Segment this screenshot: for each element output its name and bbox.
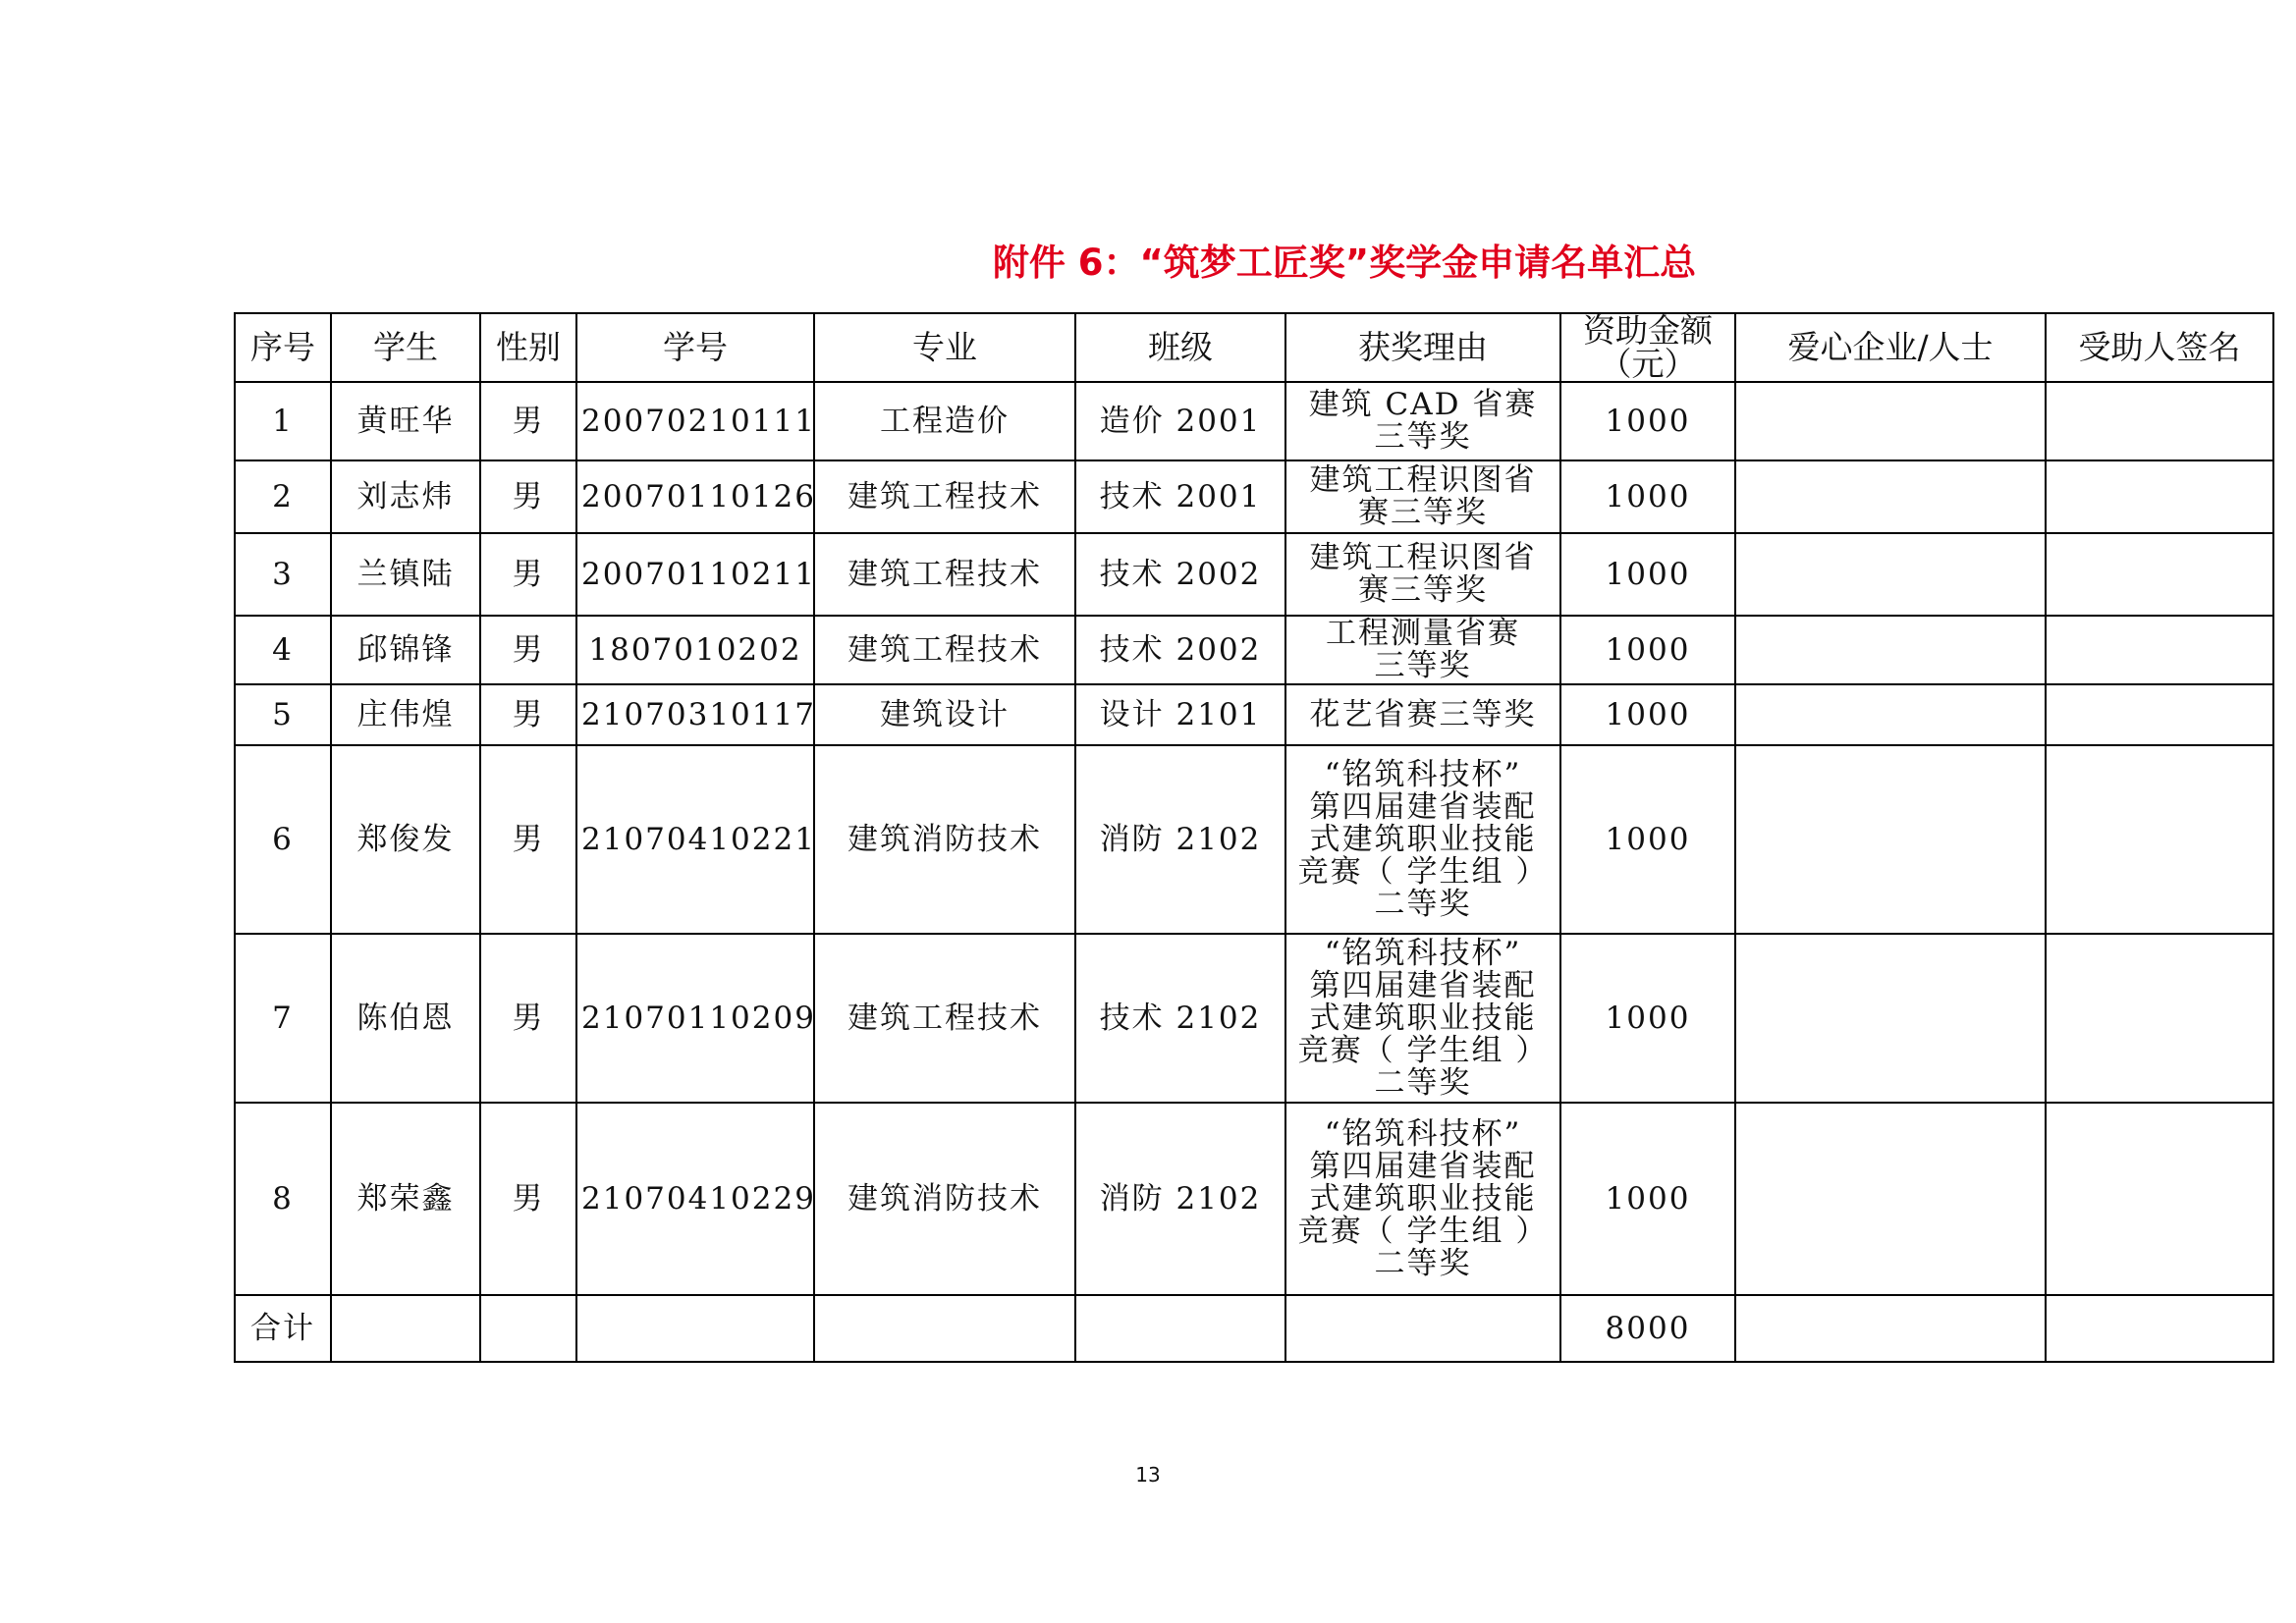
cell-gender: 男 bbox=[480, 533, 576, 616]
cell-reason: 工程测量省赛 三等奖 bbox=[1285, 616, 1560, 684]
header-index: 序号 bbox=[235, 313, 331, 382]
cell-class: 消防 2102 bbox=[1075, 745, 1285, 934]
cell-index: 2 bbox=[235, 460, 331, 533]
cell-signature bbox=[2046, 934, 2273, 1103]
cell-empty bbox=[814, 1295, 1075, 1362]
cell-signature bbox=[2046, 382, 2273, 460]
cell-student-id: 21070410229 bbox=[576, 1103, 814, 1295]
cell-student-id: 1807010202 bbox=[576, 616, 814, 684]
cell-sponsor bbox=[1735, 616, 2046, 684]
table-row bbox=[235, 616, 2273, 684]
cell-signature bbox=[2046, 533, 2273, 616]
cell-index: 4 bbox=[235, 616, 331, 684]
cell-student: 陈伯恩 bbox=[331, 934, 480, 1103]
cell-class: 技术 2102 bbox=[1075, 934, 1285, 1103]
cell-empty bbox=[331, 1295, 480, 1362]
cell-signature bbox=[2046, 745, 2273, 934]
cell-index: 8 bbox=[235, 1103, 331, 1295]
header-major: 专业 bbox=[814, 313, 1075, 382]
header-amount: 资助金额 （元） bbox=[1560, 313, 1735, 382]
cell-amount: 1000 bbox=[1560, 616, 1735, 684]
header-student: 学生 bbox=[331, 313, 480, 382]
cell-signature bbox=[2046, 684, 2273, 745]
cell-empty bbox=[1075, 1295, 1285, 1362]
cell-amount: 1000 bbox=[1560, 533, 1735, 616]
header-reason: 获奖理由 bbox=[1285, 313, 1560, 382]
total-label: 合计 bbox=[235, 1295, 331, 1362]
cell-gender: 男 bbox=[480, 745, 576, 934]
cell-student: 郑荣鑫 bbox=[331, 1103, 480, 1295]
table-row bbox=[235, 533, 2273, 616]
cell-gender: 男 bbox=[480, 382, 576, 460]
cell-index: 6 bbox=[235, 745, 331, 934]
cell-empty bbox=[1285, 1295, 1560, 1362]
cell-major: 建筑工程技术 bbox=[814, 460, 1075, 533]
cell-amount: 1000 bbox=[1560, 1103, 1735, 1295]
cell-major: 建筑设计 bbox=[814, 684, 1075, 745]
cell-major: 建筑工程技术 bbox=[814, 533, 1075, 616]
cell-class: 造价 2001 bbox=[1075, 382, 1285, 460]
cell-student-id: 20070110211 bbox=[576, 533, 814, 616]
cell-sponsor bbox=[1735, 1103, 2046, 1295]
cell-amount: 1000 bbox=[1560, 382, 1735, 460]
cell-class: 技术 2002 bbox=[1075, 533, 1285, 616]
header-row bbox=[235, 313, 2273, 382]
cell-index: 1 bbox=[235, 382, 331, 460]
cell-student: 郑俊发 bbox=[331, 745, 480, 934]
cell-student-id: 21070110209 bbox=[576, 934, 814, 1103]
cell-class: 设计 2101 bbox=[1075, 684, 1285, 745]
cell-reason: “铭筑科技杯” 第四届建省装配 式建筑职业技能 竞赛（ 学生组 ） 二等奖 bbox=[1285, 745, 1560, 934]
cell-signature bbox=[2046, 616, 2273, 684]
cell-sponsor bbox=[1735, 745, 2046, 934]
cell-student: 黄旺华 bbox=[331, 382, 480, 460]
cell-major: 建筑工程技术 bbox=[814, 616, 1075, 684]
page-title: 附件 6：“筑梦工匠奖”奖学金申请名单汇总 bbox=[992, 242, 1697, 284]
cell-reason: “铭筑科技杯” 第四届建省装配 式建筑职业技能 竞赛（ 学生组 ） 二等奖 bbox=[1285, 1103, 1560, 1295]
cell-empty bbox=[576, 1295, 814, 1362]
cell-student-id: 20070110126 bbox=[576, 460, 814, 533]
cell-amount: 1000 bbox=[1560, 460, 1735, 533]
table-row bbox=[235, 1103, 2273, 1295]
cell-sponsor bbox=[1735, 382, 2046, 460]
cell-major: 建筑工程技术 bbox=[814, 934, 1075, 1103]
cell-gender: 男 bbox=[480, 616, 576, 684]
cell-index: 7 bbox=[235, 934, 331, 1103]
page-number: 13 bbox=[1135, 1463, 1161, 1487]
cell-empty bbox=[1735, 1295, 2046, 1362]
cell-major: 工程造价 bbox=[814, 382, 1075, 460]
table-row bbox=[235, 460, 2273, 533]
cell-amount: 1000 bbox=[1560, 745, 1735, 934]
header-signature: 受助人签名 bbox=[2046, 313, 2273, 382]
cell-class: 技术 2001 bbox=[1075, 460, 1285, 533]
scholarship-table bbox=[234, 312, 2274, 1363]
table-row bbox=[235, 684, 2273, 745]
cell-sponsor bbox=[1735, 684, 2046, 745]
cell-signature bbox=[2046, 460, 2273, 533]
cell-empty bbox=[480, 1295, 576, 1362]
cell-reason: 花艺省赛三等奖 bbox=[1285, 684, 1560, 745]
header-sponsor: 爱心企业/人士 bbox=[1735, 313, 2046, 382]
cell-student-id: 21070310117 bbox=[576, 684, 814, 745]
table-row bbox=[235, 934, 2273, 1103]
cell-student: 刘志炜 bbox=[331, 460, 480, 533]
total-amount: 8000 bbox=[1560, 1295, 1735, 1362]
header-student-id: 学号 bbox=[576, 313, 814, 382]
cell-amount: 1000 bbox=[1560, 684, 1735, 745]
cell-gender: 男 bbox=[480, 460, 576, 533]
cell-sponsor bbox=[1735, 460, 2046, 533]
cell-student: 庄伟煌 bbox=[331, 684, 480, 745]
table-row bbox=[235, 745, 2273, 934]
total-row bbox=[235, 1295, 2273, 1362]
cell-empty bbox=[2046, 1295, 2273, 1362]
cell-reason: 建筑工程识图省 赛三等奖 bbox=[1285, 533, 1560, 616]
cell-student: 兰镇陆 bbox=[331, 533, 480, 616]
cell-reason: “铭筑科技杯” 第四届建省装配 式建筑职业技能 竞赛（ 学生组 ） 二等奖 bbox=[1285, 934, 1560, 1103]
cell-reason: 建筑 CAD 省赛 三等奖 bbox=[1285, 382, 1560, 460]
cell-sponsor bbox=[1735, 533, 2046, 616]
cell-sponsor bbox=[1735, 934, 2046, 1103]
cell-amount: 1000 bbox=[1560, 934, 1735, 1103]
cell-class: 技术 2002 bbox=[1075, 616, 1285, 684]
cell-gender: 男 bbox=[480, 1103, 576, 1295]
cell-student: 邱锦锋 bbox=[331, 616, 480, 684]
cell-index: 5 bbox=[235, 684, 331, 745]
cell-major: 建筑消防技术 bbox=[814, 745, 1075, 934]
cell-gender: 男 bbox=[480, 934, 576, 1103]
cell-student-id: 21070410221 bbox=[576, 745, 814, 934]
cell-major: 建筑消防技术 bbox=[814, 1103, 1075, 1295]
cell-signature bbox=[2046, 1103, 2273, 1295]
header-gender: 性别 bbox=[480, 313, 576, 382]
cell-gender: 男 bbox=[480, 684, 576, 745]
table-row bbox=[235, 382, 2273, 460]
cell-class: 消防 2102 bbox=[1075, 1103, 1285, 1295]
header-class: 班级 bbox=[1075, 313, 1285, 382]
cell-student-id: 20070210111 bbox=[576, 382, 814, 460]
cell-index: 3 bbox=[235, 533, 331, 616]
cell-reason: 建筑工程识图省 赛三等奖 bbox=[1285, 460, 1560, 533]
